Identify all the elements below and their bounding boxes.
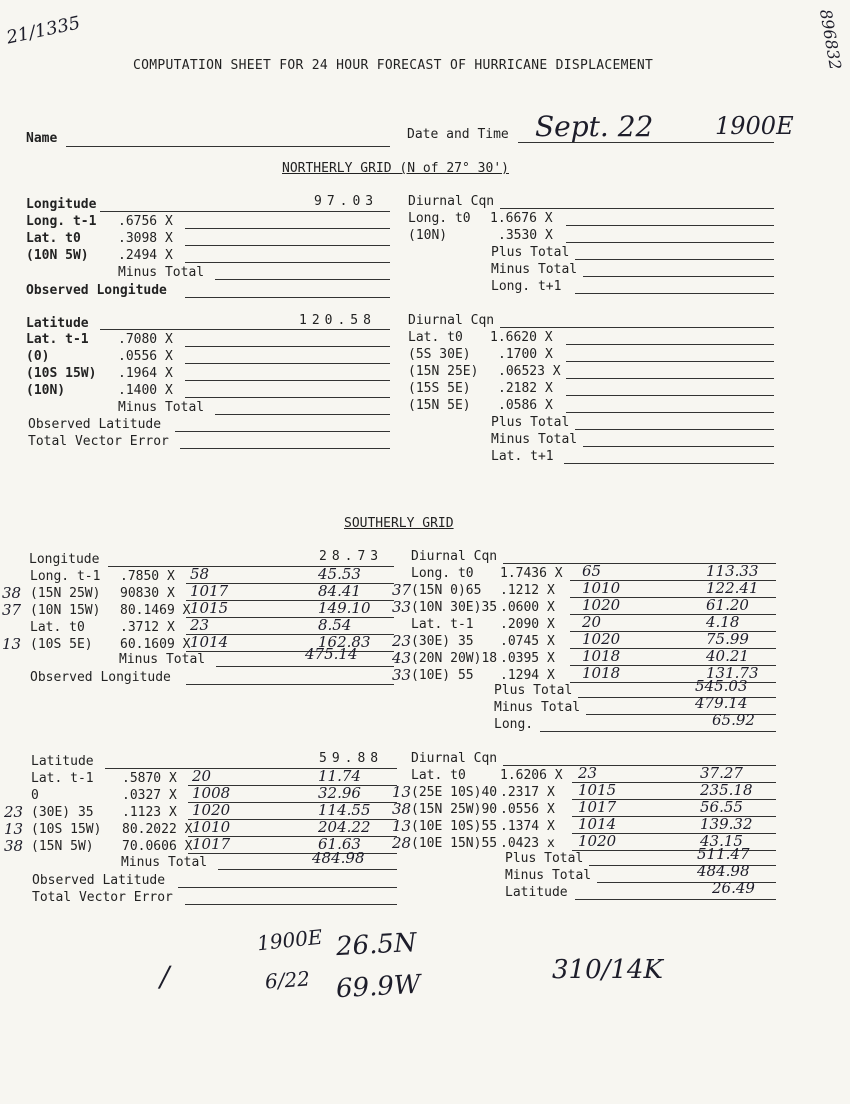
n-lat-row-label: (10S 15W) [26, 366, 97, 381]
row-coefficient: .0745 X [500, 634, 555, 649]
row-label: Long. t-1 [30, 569, 101, 584]
s-long-result-value: 65.92 [712, 711, 755, 729]
n-lat-diurnal-row-coef: .0586 X [498, 398, 553, 413]
row-coefficient: .2317 X [500, 785, 555, 800]
n-long-t1-line [575, 293, 774, 294]
n-lat-diurnal-row-label: (15N 5E) [408, 398, 471, 413]
row-label: (15N 25W)90 [411, 802, 498, 817]
n-lat-diurnal-minus: Minus Total [491, 432, 578, 447]
row-coefficient: .1374 X [500, 819, 555, 834]
n-long-diurnal-row-coef: .3530 X [498, 228, 553, 243]
date-label: Date and Time [407, 127, 509, 142]
row-observation: 1014 [190, 633, 229, 651]
row-label: (25E 10S)40 [411, 785, 498, 800]
corner-note-top-left: 21/1335 [4, 12, 83, 49]
row-label: (15N 25W) [30, 586, 101, 601]
row-coefficient: 60.1609 X [120, 637, 191, 652]
row-product: 11.74 [318, 767, 361, 785]
n-lat-diurnal-row-label: (5S 30E) [408, 347, 471, 362]
row-station-number: 38 [392, 800, 412, 818]
n-lat-row-coef: .1964 X [118, 366, 173, 381]
check-mark-icon: ∕ [160, 960, 170, 993]
n-long-row-line [185, 245, 390, 246]
note-heading-speed: 310/14K [552, 955, 663, 985]
row-product: 131.73 [706, 664, 759, 682]
n-observed-lat: Observed Latitude [28, 417, 162, 432]
row-product: 122.41 [706, 579, 759, 597]
row-observation: 1014 [578, 815, 617, 833]
row-station-number: 13 [392, 817, 412, 835]
row-coefficient: .0327 X [122, 788, 177, 803]
row-product: 4.18 [706, 613, 740, 631]
n-lat-diurnal-row-coef: .1700 X [498, 347, 553, 362]
row-coefficient: 90830 X [120, 586, 175, 601]
time-value: 1900E [715, 112, 794, 140]
row-label: Lat. t-1 [31, 771, 94, 786]
s-long-plus-total: Plus Total [494, 683, 573, 698]
n-lat-diurnal-line [500, 327, 774, 328]
s-lat-minus-line [218, 869, 397, 870]
row-coefficient: .1123 X [122, 805, 177, 820]
n-lat-minus-total: Minus Total [118, 400, 205, 415]
s-long-label: Longitude [29, 552, 100, 567]
row-product: 114.55 [318, 801, 371, 819]
row-coefficient: 1.7436 X [500, 566, 563, 581]
row-label: (10E 10S)55 [411, 819, 498, 834]
n-long-row-label: Lat. t0 [26, 231, 81, 246]
row-coefficient: 80.1469 X [120, 603, 191, 618]
n-lat-row-label: (0) [26, 349, 50, 364]
s-lat-label: Latitude [31, 754, 94, 769]
n-lat-diurnal-plus-line [575, 429, 774, 430]
n-lat-diurnal-row-label: (15N 25E) [408, 364, 479, 379]
row-product: 235.18 [700, 781, 753, 799]
row-station-number: 13 [4, 820, 24, 838]
row-observation: 1020 [582, 596, 621, 614]
n-lat-label: Latitude [26, 316, 89, 331]
row-label: (10E 15N)55 [411, 836, 498, 851]
n-long-diurnal-plus: Plus Total [491, 245, 570, 260]
n-lat-diurnal-row-label: Lat. t0 [408, 330, 463, 345]
row-observation: 1010 [192, 818, 231, 836]
row-observation: 20 [192, 767, 212, 785]
n-lat-row-label: (10N) [26, 383, 66, 398]
n-lat-diurnal-row-line [566, 412, 774, 413]
note-lat: 26.5N [335, 927, 418, 963]
s-observed-long-line [186, 684, 394, 685]
northerly-heading: NORTHERLY GRID (N of 27° 30') [282, 161, 509, 176]
n-observed-long: Observed Longitude [26, 283, 167, 298]
row-station-number: 43 [392, 649, 412, 667]
note-long: 69.9W [335, 969, 422, 1005]
s-long-minus-value2: 479.14 [695, 694, 748, 712]
row-observation: 58 [190, 565, 210, 583]
row-product: 113.33 [706, 562, 759, 580]
n-lat-t1-line [564, 463, 774, 464]
row-observation: 1018 [582, 664, 621, 682]
n-observed-lat-line [175, 431, 390, 432]
row-station-number: 13 [392, 783, 412, 801]
row-station-number: 38 [4, 837, 24, 855]
n-long-diurnal-minus: Minus Total [491, 262, 578, 277]
row-product: 204.22 [318, 818, 371, 836]
date-value: Sept. 22 [535, 110, 654, 143]
row-station-number: 13 [2, 635, 22, 653]
row-product: 61.20 [706, 596, 749, 614]
row-station-number: 37 [2, 601, 22, 619]
n-long-value: 97.03 [314, 194, 379, 209]
n-observed-long-line [185, 297, 390, 298]
note-date: 6/22 [264, 966, 311, 994]
row-product: 75.99 [706, 630, 749, 648]
row-label: 0 [31, 788, 39, 803]
n-lat-row-coef: .7080 X [118, 332, 173, 347]
row-coefficient: .5870 X [122, 771, 177, 786]
row-product: 8.54 [318, 616, 352, 634]
n-lat-diurnal-row-line [566, 395, 774, 396]
n-lat-diurnal-row-label: (15S 5E) [408, 381, 471, 396]
name-line [66, 146, 390, 147]
n-long-line [100, 211, 390, 212]
row-observation: 1017 [190, 582, 229, 600]
row-observation: 1015 [190, 599, 229, 617]
row-observation: 1010 [582, 579, 621, 597]
row-product: 61.63 [318, 835, 361, 853]
row-label: (20N 20W)18 [411, 651, 498, 666]
row-observation: 1020 [192, 801, 231, 819]
row-station-number: 33 [392, 598, 412, 616]
n-long-row-coef: .3098 X [118, 231, 173, 246]
n-lat-row-line [185, 363, 390, 364]
n-long-t1: Long. t+1 [491, 279, 562, 294]
row-product: 84.41 [318, 582, 361, 600]
n-long-row-coef: .6756 X [118, 214, 173, 229]
s-lat-plus-total: Plus Total [505, 851, 584, 866]
n-long-row-label: (10N 5W) [26, 248, 89, 263]
n-lat-row-line [185, 380, 390, 381]
n-long-minus-total: Minus Total [118, 265, 205, 280]
n-lat-row-label: Lat. t-1 [26, 332, 89, 347]
n-long-diurnal-row-line [566, 242, 774, 243]
row-station-number: 37 [392, 581, 412, 599]
row-line [188, 853, 397, 854]
s-lat-diurnal-heading: Diurnal Cqn [411, 751, 498, 766]
s-observed-long: Observed Longitude [30, 670, 171, 685]
row-product: 37.27 [700, 764, 743, 782]
s-observed-lat: Observed Latitude [32, 873, 166, 888]
s-long-minus-value: 475.14 [305, 645, 358, 663]
row-observation: 23 [578, 764, 598, 782]
row-observation: 1020 [578, 832, 617, 850]
s-vector-error-line [185, 904, 397, 905]
s-lat-minus-total: Minus Total [121, 855, 208, 870]
row-station-number: 33 [392, 666, 412, 684]
n-long-row-coef: .2494 X [118, 248, 173, 263]
row-station-number: 38 [2, 584, 22, 602]
row-coefficient: .0556 X [500, 802, 555, 817]
n-lat-t1: Lat. t+1 [491, 449, 554, 464]
s-long-minus-total2: Minus Total [494, 700, 581, 715]
n-lat-value: 120.58 [299, 313, 376, 328]
row-label: Lat. t-1 [411, 617, 474, 632]
row-label: Lat. t0 [30, 620, 85, 635]
s-vector-error: Total Vector Error [32, 890, 173, 905]
s-long-result-line [540, 731, 776, 732]
n-lat-row-coef: .1400 X [118, 383, 173, 398]
row-product: 45.53 [318, 565, 361, 583]
row-coefficient: 70.0606 X [122, 839, 193, 854]
s-lat-minus-value: 484.98 [312, 849, 365, 867]
row-product: 32.96 [318, 784, 361, 802]
row-coefficient: .1294 X [500, 668, 555, 683]
row-label: (10S 15W) [31, 822, 102, 837]
n-lat-diurnal-row-coef: .2182 X [498, 381, 553, 396]
row-product: 43.15 [700, 832, 743, 850]
s-long-result: Long. [494, 717, 534, 732]
sheet-title: COMPUTATION SHEET FOR 24 HOUR FORECAST OF HURRICANE DISPLACEMENT [133, 58, 654, 73]
row-label: (15N 0)65 [411, 583, 482, 598]
n-long-diurnal-row-line [566, 225, 774, 226]
row-product: 40.21 [706, 647, 749, 665]
n-lat-diurnal-minus-line [583, 446, 774, 447]
n-lat-diurnal-row-coef: 1.6620 X [490, 330, 553, 345]
s-lat-result: Latitude [505, 885, 568, 900]
n-lat-line [100, 329, 390, 330]
s-lat-result-line [575, 899, 776, 900]
row-coefficient: 1.6206 X [500, 768, 563, 783]
row-coefficient: .7850 X [120, 569, 175, 584]
row-label: (10N 30E)35 [411, 600, 498, 615]
row-station-number: 28 [392, 834, 412, 852]
s-long-plus-value: 545.03 [695, 677, 748, 695]
row-label: Lat. t0 [411, 768, 466, 783]
n-long-row-line [185, 228, 390, 229]
n-long-diurnal-heading: Diurnal Cqn [408, 194, 495, 209]
note-time: 1900E [255, 924, 324, 956]
s-lat-minus-total2: Minus Total [505, 868, 592, 883]
row-observation: 1008 [192, 784, 231, 802]
row-line [186, 617, 394, 618]
row-label: (30E) 35 [411, 634, 474, 649]
row-label: Long. t0 [411, 566, 474, 581]
row-observation: 1020 [582, 630, 621, 648]
n-lat-diurnal-heading: Diurnal Cqn [408, 313, 495, 328]
row-observation: 1018 [582, 647, 621, 665]
row-label: (10N 15W) [30, 603, 101, 618]
n-long-row-line [185, 262, 390, 263]
n-long-diurnal-row-label: Long. t0 [408, 211, 471, 226]
row-product: 139.32 [700, 815, 753, 833]
row-product: 149.10 [318, 599, 371, 617]
n-long-row-label: Long. t-1 [26, 214, 97, 229]
row-coefficient: .0395 X [500, 651, 555, 666]
row-line [186, 651, 394, 652]
row-coefficient: 80.2022 X [122, 822, 193, 837]
corner-note-top-right: 896832 [815, 7, 846, 72]
row-label: (15N 5W) [31, 839, 94, 854]
n-long-diurnal-minus-line [583, 276, 774, 277]
n-lat-diurnal-row-line [566, 378, 774, 379]
n-lat-diurnal-row-coef: .06523 X [498, 364, 561, 379]
row-observation: 23 [190, 616, 210, 634]
n-lat-diurnal-row-line [566, 344, 774, 345]
s-long-minus-total: Minus Total [119, 652, 206, 667]
s-observed-lat-line [178, 887, 397, 888]
n-long-diurnal-row-coef: 1.6676 X [490, 211, 553, 226]
n-long-diurnal-line [500, 208, 774, 209]
n-lat-diurnal-plus: Plus Total [491, 415, 570, 430]
row-observation: 1015 [578, 781, 617, 799]
row-product: 56.55 [700, 798, 743, 816]
n-lat-diurnal-row-line [566, 361, 774, 362]
row-label: (10E) 55 [411, 668, 474, 683]
row-coefficient: .0600 X [500, 600, 555, 615]
row-station-number: 23 [4, 803, 24, 821]
row-station-number: 23 [392, 632, 412, 650]
row-observation: 1017 [192, 835, 231, 853]
s-lat-value: 59.88 [319, 751, 384, 766]
n-vector-error-line [180, 448, 390, 449]
s-long-value: 28.73 [319, 549, 384, 564]
s-long-diurnal-heading: Diurnal Cqn [411, 549, 498, 564]
s-long-minus-line [216, 666, 394, 667]
row-coefficient: .3712 X [120, 620, 175, 635]
southerly-heading: SOUTHERLY GRID [344, 516, 454, 531]
n-vector-error: Total Vector Error [28, 434, 169, 449]
row-observation: 65 [582, 562, 602, 580]
n-long-minus-line [215, 279, 390, 280]
n-long-diurnal-row-label: (10N) [408, 228, 448, 243]
row-product: 162.83 [318, 633, 371, 651]
row-label: (30E) 35 [31, 805, 94, 820]
s-lat-result-value: 26.49 [712, 879, 755, 897]
row-label: (10S 5E) [30, 637, 93, 652]
n-lat-minus-line [215, 414, 390, 415]
n-long-label: Longitude [26, 197, 97, 212]
s-lat-plus-value: 511.47 [697, 845, 750, 863]
row-coefficient: .0423 x [500, 836, 555, 851]
row-coefficient: .2090 X [500, 617, 555, 632]
n-lat-row-line [185, 346, 390, 347]
n-lat-row-line [185, 397, 390, 398]
n-long-diurnal-plus-line [575, 259, 774, 260]
row-observation: 1017 [578, 798, 617, 816]
s-lat-minus-value2: 484.98 [697, 862, 750, 880]
row-observation: 20 [582, 613, 602, 631]
row-coefficient: .1212 X [500, 583, 555, 598]
n-lat-row-coef: .0556 X [118, 349, 173, 364]
name-label: Name [26, 131, 58, 146]
